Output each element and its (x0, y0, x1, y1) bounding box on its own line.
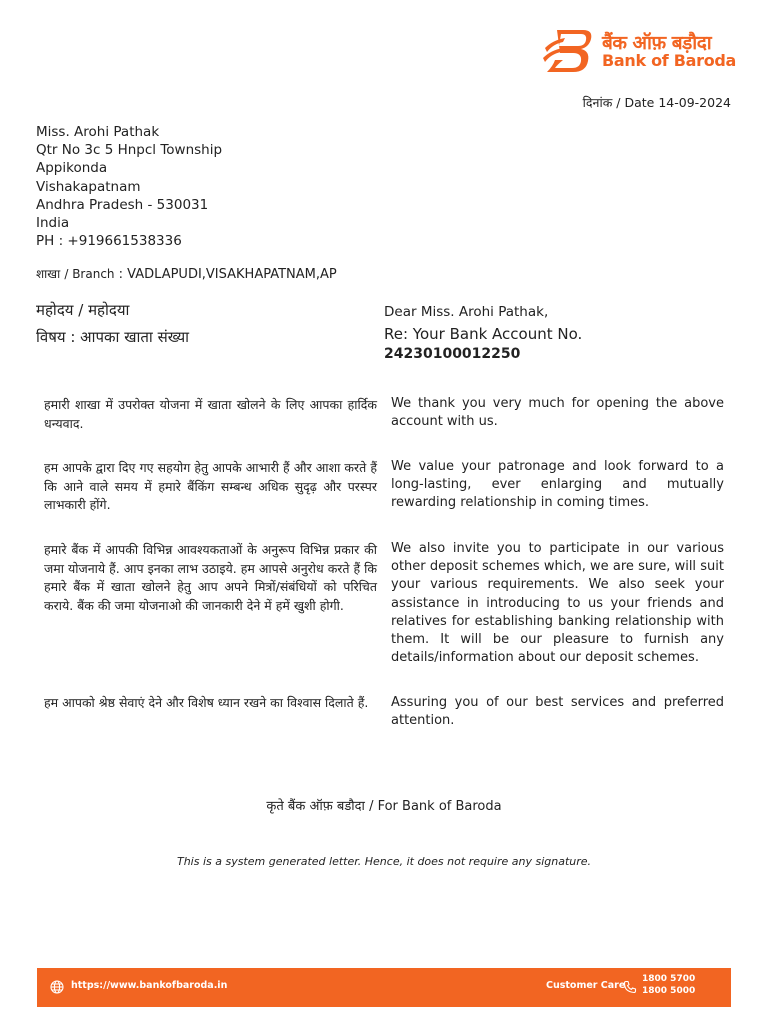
subject-english: Re: Your Bank Account No. (384, 325, 583, 343)
logo-text-hindi: बैंक ऑफ़ बड़ौदा (602, 32, 712, 54)
address-line: Qtr No 3c 5 Hnpcl Township (36, 142, 223, 159)
paragraph-hindi-1: हमारी शाखा में उपरोक्त योजना में खाता खोलने के लिए आपका हार्दिक धन्यवाद. (44, 397, 377, 431)
branch-label-english: / Branch (64, 267, 115, 281)
paragraph-hindi-3: हमारे बैंक में आपकी विभिन्न आवश्यकताओं के अनुरूप विभिन्न प्रकार की जमा योजनाये हैं. आप इनका लाभ उठाइये. हम आपसे अनुरोध करते हैं कि हमारे बैंक में खाता खोलने हेतु आप अपने मित्रों/संबंधियों को परिचित कराये. बैंक की जमा योजनाओ की जानकारी देने में हमें खुशी होगी. (44, 542, 377, 613)
paragraph-english-2: We value your patronage and look forward to a long-lasting, ever enlarging and mutually rewarding relationship in coming times. (391, 459, 724, 511)
paragraph-hindi-4: हम आपको श्रेष्ठ सेवाएं देने और विशेष ध्यान रखने का विश्वास दिलाते हैं. (44, 695, 369, 710)
bank-logo (543, 28, 737, 74)
date-label: दिनांक / Date (582, 95, 655, 110)
paragraph-english-4: Assuring you of our best services and preferred attention. (391, 695, 724, 729)
paragraph-english-3: We also invite you to participate in our various other deposit schemes which, we are sure, will suit your various requirements. We also seek your assistance in introducing to us your friends and relatives for establishing banking relationship with them. It will be our pleasure to furnish any details/information about our deposit schemes. (391, 541, 724, 666)
branch-line (36, 265, 337, 282)
address-line: Vishakapatnam (36, 178, 141, 195)
address-phone: PH : +919661538336 (36, 233, 182, 250)
address-country: India (36, 215, 70, 232)
recipient-address (36, 123, 222, 250)
address-name: Miss. Arohi Pathak (36, 124, 160, 140)
branch-value: : VADLAPUDI,VISAKHAPATNAM,AP (118, 267, 337, 282)
date-value: 14-09-2024 (658, 95, 731, 110)
footer-bar (37, 968, 731, 1007)
system-generated-note: This is a system generated letter. Hence, it does not require any signature. (176, 855, 592, 868)
customer-care-numbers (642, 973, 695, 997)
signoff-english: / For Bank of Baroda (369, 799, 502, 814)
globe-icon (50, 980, 64, 994)
paragraph-english-1: We thank you very much for opening the above account with us. (391, 396, 724, 430)
account-number: 24230100012250 (384, 346, 521, 362)
letter-date (583, 94, 731, 111)
bank-of-baroda-logo-icon (543, 28, 595, 74)
phone-icon (623, 980, 637, 994)
salutation-english: Dear Miss. Arohi Pathak, (384, 304, 549, 320)
signoff (0, 796, 768, 814)
website-link[interactable]: https://www.bankofbaroda.in (71, 980, 228, 991)
customer-care-number[interactable]: 1800 5000 (642, 986, 696, 996)
customer-care-label: Customer Care (546, 980, 626, 991)
address-line: Appikonda (36, 160, 108, 177)
branch-label-hindi: शाखा (36, 267, 61, 281)
subject-hindi: विषय : आपका खाता संख्या (36, 328, 190, 346)
paragraph-hindi-2: हम आपके द्वारा दिए गए सहयोग हेतु आपके आभारी हैं और आशा करते हैं कि आने वाले समय में हमारे बैंकिंग सम्बन्ध अधिक सुदृढ़ और परस्पर लाभकारी होंगे. (44, 460, 377, 512)
customer-care-number[interactable]: 1800 5700 (642, 974, 696, 984)
logo-text-english: Bank of Baroda (602, 51, 737, 70)
address-line: Andhra Pradesh - 530031 (36, 196, 209, 213)
salutation-hindi: महोदय / महोदया (36, 301, 130, 319)
signoff-hindi: कृते बैंक ऑफ़ बडौदा (266, 799, 365, 814)
